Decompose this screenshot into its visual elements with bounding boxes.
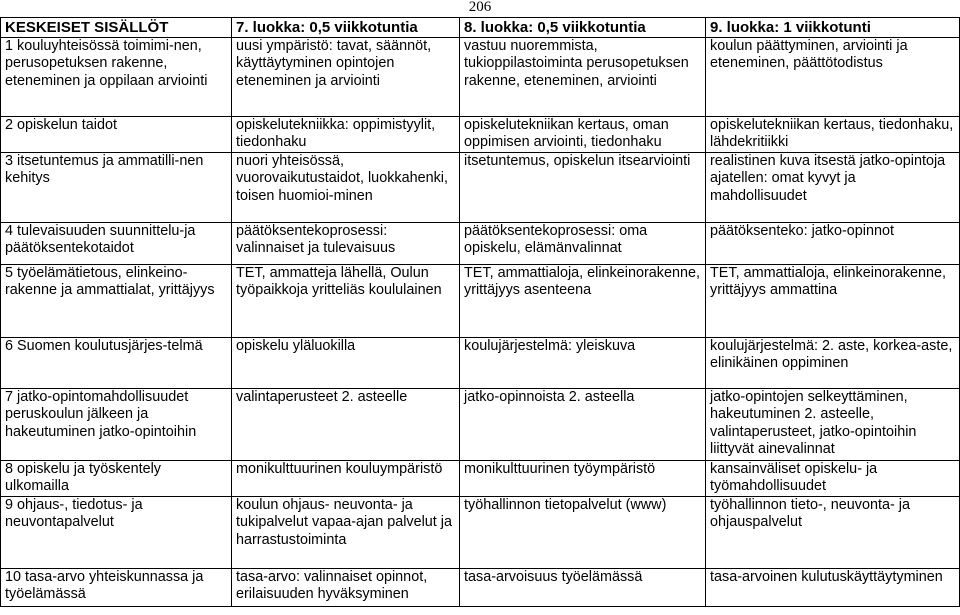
grade-8-cell: monikulttuurinen työympäristö [460,461,706,497]
grade-7-cell: opiskelu yläluokilla [232,338,460,389]
grade-7-cell: koulun ohjaus- neuvonta- ja tukipalvelut vapaa-ajan palvelut ja harrastustoiminta [232,497,460,569]
grade-7-cell: opiskelutekniikka: oppimistyylit, tiedonhaku [232,117,460,153]
grade-7-cell: valintaperusteet 2. asteelle [232,389,460,461]
table-row [1,389,960,461]
header-grade-8: 8. luokka: 0,5 viikkotuntia [460,18,706,38]
topic-cell: 8 opiskelu ja työskentely ulkomailla [1,461,232,497]
grade-9-cell: päätöksenteko: jatko-opinnot [706,223,960,265]
grade-9-cell: työhallinnon tieto-, neuvonta- ja ohjauspalvelut [706,497,960,569]
grade-9-cell: koulun päättyminen, arviointi ja eteneminen, päättötodistus [706,38,960,117]
grade-9-cell: realistinen kuva itsestä jatko-opintoja ajatellen: omat kyvyt ja mahdollisuudet [706,153,960,223]
header-row [1,18,960,38]
grade-7-cell: päätöksentekoprosessi: valinnaiset ja tulevaisuus [232,223,460,265]
grade-8-cell: itsetuntemus, opiskelun itsearviointi [460,153,706,223]
table-row [1,569,960,607]
topic-cell: 7 jatko-opintomahdollisuudet peruskoulun jälkeen ja hakeutuminen jatko-opintoihin [1,389,232,461]
table-row [1,38,960,117]
grade-9-cell: TET, ammattialoja, elinkeinorakenne, yrittäjyys ammattina [706,265,960,338]
table-row [1,265,960,338]
header-content: KESKEISET SISÄLLÖT [1,18,232,38]
grade-8-cell: päätöksentekoprosessi: oma opiskelu, elämänvalinnat [460,223,706,265]
grade-7-cell: monikulttuurinen kouluympäristö [232,461,460,497]
grade-9-cell: jatko-opintojen selkeyttäminen, hakeutuminen 2. asteelle, valintaperusteet, jatko-opintoihin liittyvät ainevalinnat [706,389,960,461]
grade-8-cell: vastuu nuoremmista, tukioppilastoiminta perusopetuksen rakenne, eteneminen, arviointi [460,38,706,117]
topic-cell: 1 kouluyhteisössä toimimi-nen, perusopetuksen rakenne, eteneminen ja oppilaan arviointi [1,38,232,117]
table-row [1,461,960,497]
grade-9-cell: tasa-arvoinen kulutuskäyttäytyminen [706,569,960,607]
page-number: 206 [468,0,492,15]
grade-8-cell: opiskelutekniikan kertaus, oman oppimisen arviointi, tiedonhaku [460,117,706,153]
grade-8-cell: jatko-opinnoista 2. asteella [460,389,706,461]
header-grade-9: 9. luokka: 1 viikkotunti [706,18,960,38]
table-row [1,338,960,389]
grade-7-cell: nuori yhteisössä, vuorovaikutustaidot, luokkahenki, toisen huomioi-minen [232,153,460,223]
grade-9-cell: kansainväliset opiskelu- ja työmahdollisuudet [706,461,960,497]
grade-8-cell: koulujärjestelmä: yleiskuva [460,338,706,389]
topic-cell: 10 tasa-arvo yhteiskunnassa ja työelämässä [1,569,232,607]
topic-cell: 3 itsetuntemus ja ammatilli-nen kehitys [1,153,232,223]
table-row [1,117,960,153]
grade-7-cell: tasa-arvo: valinnaiset opinnot, erilaisuuden hyväksyminen [232,569,460,607]
topic-cell: 2 opiskelun taidot [1,117,232,153]
table-row [1,153,960,223]
grade-8-cell: tasa-arvoisuus työelämässä [460,569,706,607]
topic-cell: 6 Suomen koulutusjärjes-telmä [1,338,232,389]
table-row [1,223,960,265]
grade-9-cell: koulujärjestelmä: 2. aste, korkea-aste, elinikäinen oppiminen [706,338,960,389]
grade-7-cell: TET, ammatteja lähellä, Oulun työpaikkoja yritteliäs koululainen [232,265,460,338]
topic-cell: 4 tulevaisuuden suunnittelu-ja päätöksentekotaidot [1,223,232,265]
grade-8-cell: työhallinnon tietopalvelut (www) [460,497,706,569]
grade-8-cell: TET, ammattialoja, elinkeinorakenne, yrittäjyys asenteena [460,265,706,338]
topic-cell: 5 työelämätietous, elinkeino-rakenne ja ammattialat, yrittäjyys [1,265,232,338]
header-grade-7: 7. luokka: 0,5 viikkotuntia [232,18,460,38]
grade-7-cell: uusi ympäristö: tavat, säännöt, käyttäytyminen opintojen eteneminen ja arviointi [232,38,460,117]
curriculum-table [0,17,960,607]
table-row [1,497,960,569]
grade-9-cell: opiskelutekniikan kertaus, tiedonhaku, lähdekritiikki [706,117,960,153]
topic-cell: 9 ohjaus-, tiedotus- ja neuvontapalvelut [1,497,232,569]
